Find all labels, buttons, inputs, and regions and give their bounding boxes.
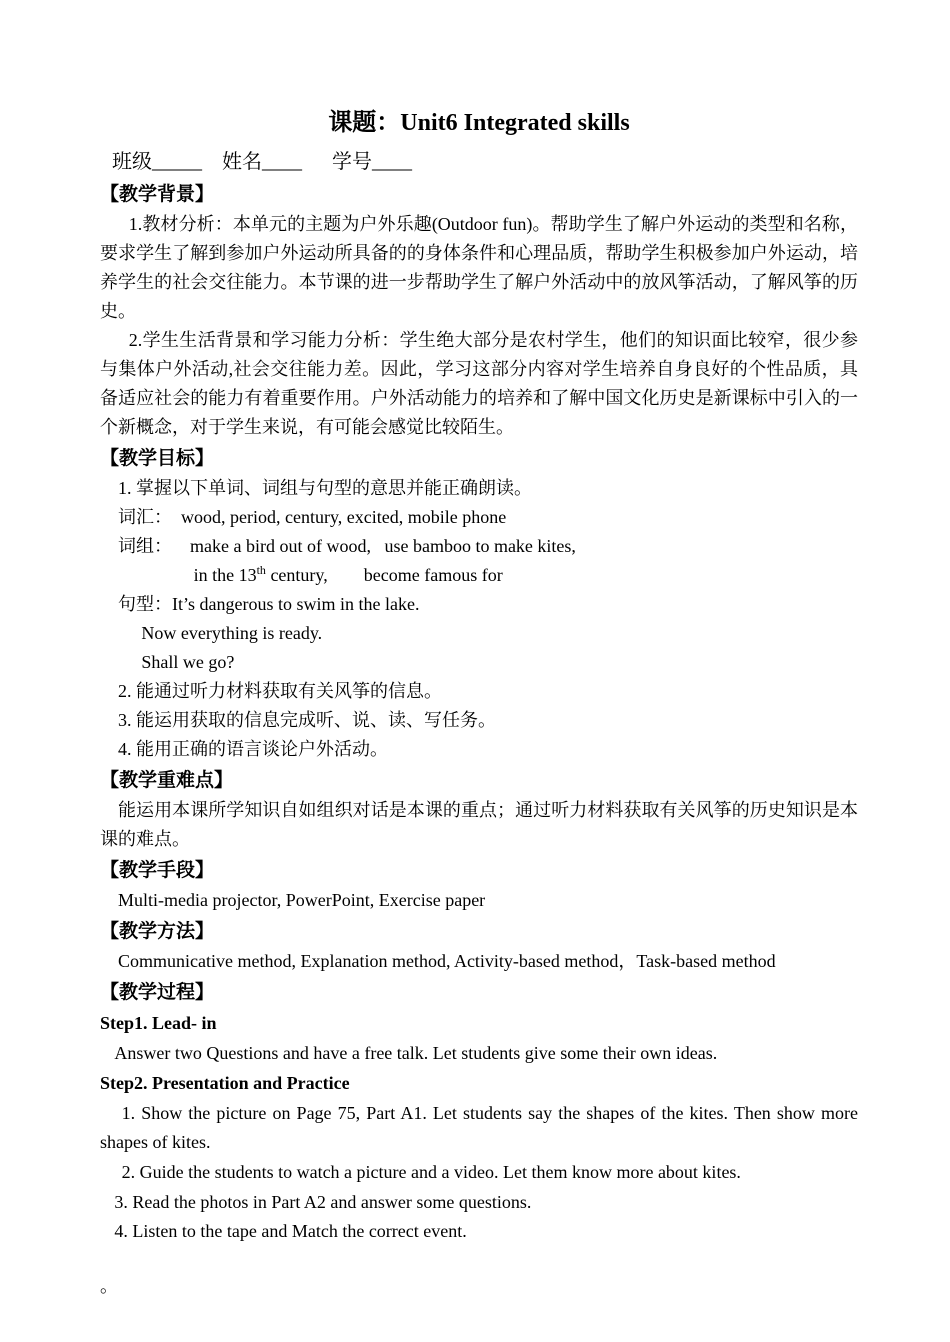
- paragraph-teaching-means: Multi-media projector, PowerPoint, Exercise paper: [118, 890, 486, 910]
- sentence-pattern-line-3: Shall we go?: [141, 652, 235, 672]
- phrase-text-pre: in the 13: [193, 565, 257, 585]
- step2-paragraph-1: 1. Show the picture on Page 75, Part A1. Let students say the shapes of the kites. Then show more shapes of kites.: [100, 1103, 858, 1152]
- section-heading-means: 【教学手段】: [100, 860, 215, 881]
- section-heading-key-points: 【教学重难点】: [100, 770, 234, 791]
- section-teaching-means: [100, 856, 858, 915]
- sentence-pattern-line-2: Now everything is ready.: [141, 623, 323, 643]
- paragraph-key-points: 能运用本课所学知识自如组织对话是本课的重点；通过听力材料获取有关风筝的历史知识是本课的难点。: [100, 800, 858, 849]
- step2-paragraph-4: 4. Listen to the tape and Match the correct event.: [114, 1221, 467, 1241]
- trailing-period: 。: [100, 1276, 118, 1296]
- step2-paragraph-2: 2. Guide the students to watch a picture and a video. Let them know more about kites.: [121, 1162, 741, 1182]
- paragraph-teaching-methods: Communicative method, Explanation method, Activity-based method，Task-based method: [118, 951, 776, 971]
- page-title: 课题：Unit6 Integrated skills: [328, 110, 630, 136]
- section-heading-process: 【教学过程】: [100, 982, 215, 1003]
- section-key-difficult-points: [100, 766, 858, 854]
- paragraph-student-analysis: 2.学生生活背景和学习能力分析：学生绝大部分是农村学生，他们的知识面比较窄，很少参与集体户外活动,社会交往能力差。因此，学习这部分内容对学生培养自身良好的个性品质，具备适应社会的能力有着重要作用。户外活动能力的培养和了解中国文化历史是新课标中引入的一个新概念，对于学生来说，有可能会感觉比较陌生。: [100, 330, 858, 437]
- vocabulary-line: 词汇： wood, period, century, excited, mobile phone: [118, 507, 507, 527]
- section-teaching-process: [100, 978, 858, 1246]
- step1-paragraph-1: Answer two Questions and have a free talk. Let students give some their own ideas.: [114, 1043, 718, 1063]
- section-heading-objectives: 【教学目标】: [100, 448, 215, 469]
- objective-item-2: 2. 能通过听力材料获取有关风筝的信息。: [118, 681, 442, 701]
- step2-paragraph-3: 3. Read the photos in Part A2 and answer some questions.: [114, 1192, 532, 1212]
- objective-item-1: 1. 掌握以下单词、词组与句型的意思并能正确朗读。: [118, 478, 532, 498]
- section-teaching-methods: [100, 917, 858, 976]
- class-name-number-line: 班级_____ 姓名____ 学号____: [112, 151, 412, 173]
- section-teaching-objectives: [100, 444, 858, 764]
- section-teaching-background: [100, 180, 858, 442]
- phrase-text-post: century, become famous for: [265, 565, 503, 585]
- section-heading-background: 【教学背景】: [100, 184, 215, 205]
- step1-title: Step1. Lead- in: [100, 1013, 217, 1033]
- sentence-pattern-line-1: 句型：It’s dangerous to swim in the lake.: [118, 594, 420, 614]
- ordinal-superscript: th: [256, 563, 266, 577]
- objective-item-4: 4. 能用正确的语言谈论户外活动。: [118, 739, 388, 759]
- section-heading-methods: 【教学方法】: [100, 921, 215, 942]
- objective-item-3: 3. 能运用获取的信息完成听、说、读、写任务。: [118, 710, 496, 730]
- phrases-line-2: [100, 561, 858, 590]
- phrases-line-1: 词组： make a bird out of wood, use bamboo to make kites,: [118, 536, 576, 556]
- paragraph-material-analysis: 1.教材分析：本单元的主题为户外乐趣(Outdoor fun)。帮助学生了解户外运动的类型和名称，要求学生了解到参加户外运动所具备的的身体条件和心理品质，帮助学生积极参加户外运动，培养学生的社会交往能力。本节课的进一步帮助学生了解户外活动中的放风筝活动，了解风筝的历史。: [100, 214, 858, 321]
- step2-title: Step2. Presentation and Practice: [100, 1073, 350, 1093]
